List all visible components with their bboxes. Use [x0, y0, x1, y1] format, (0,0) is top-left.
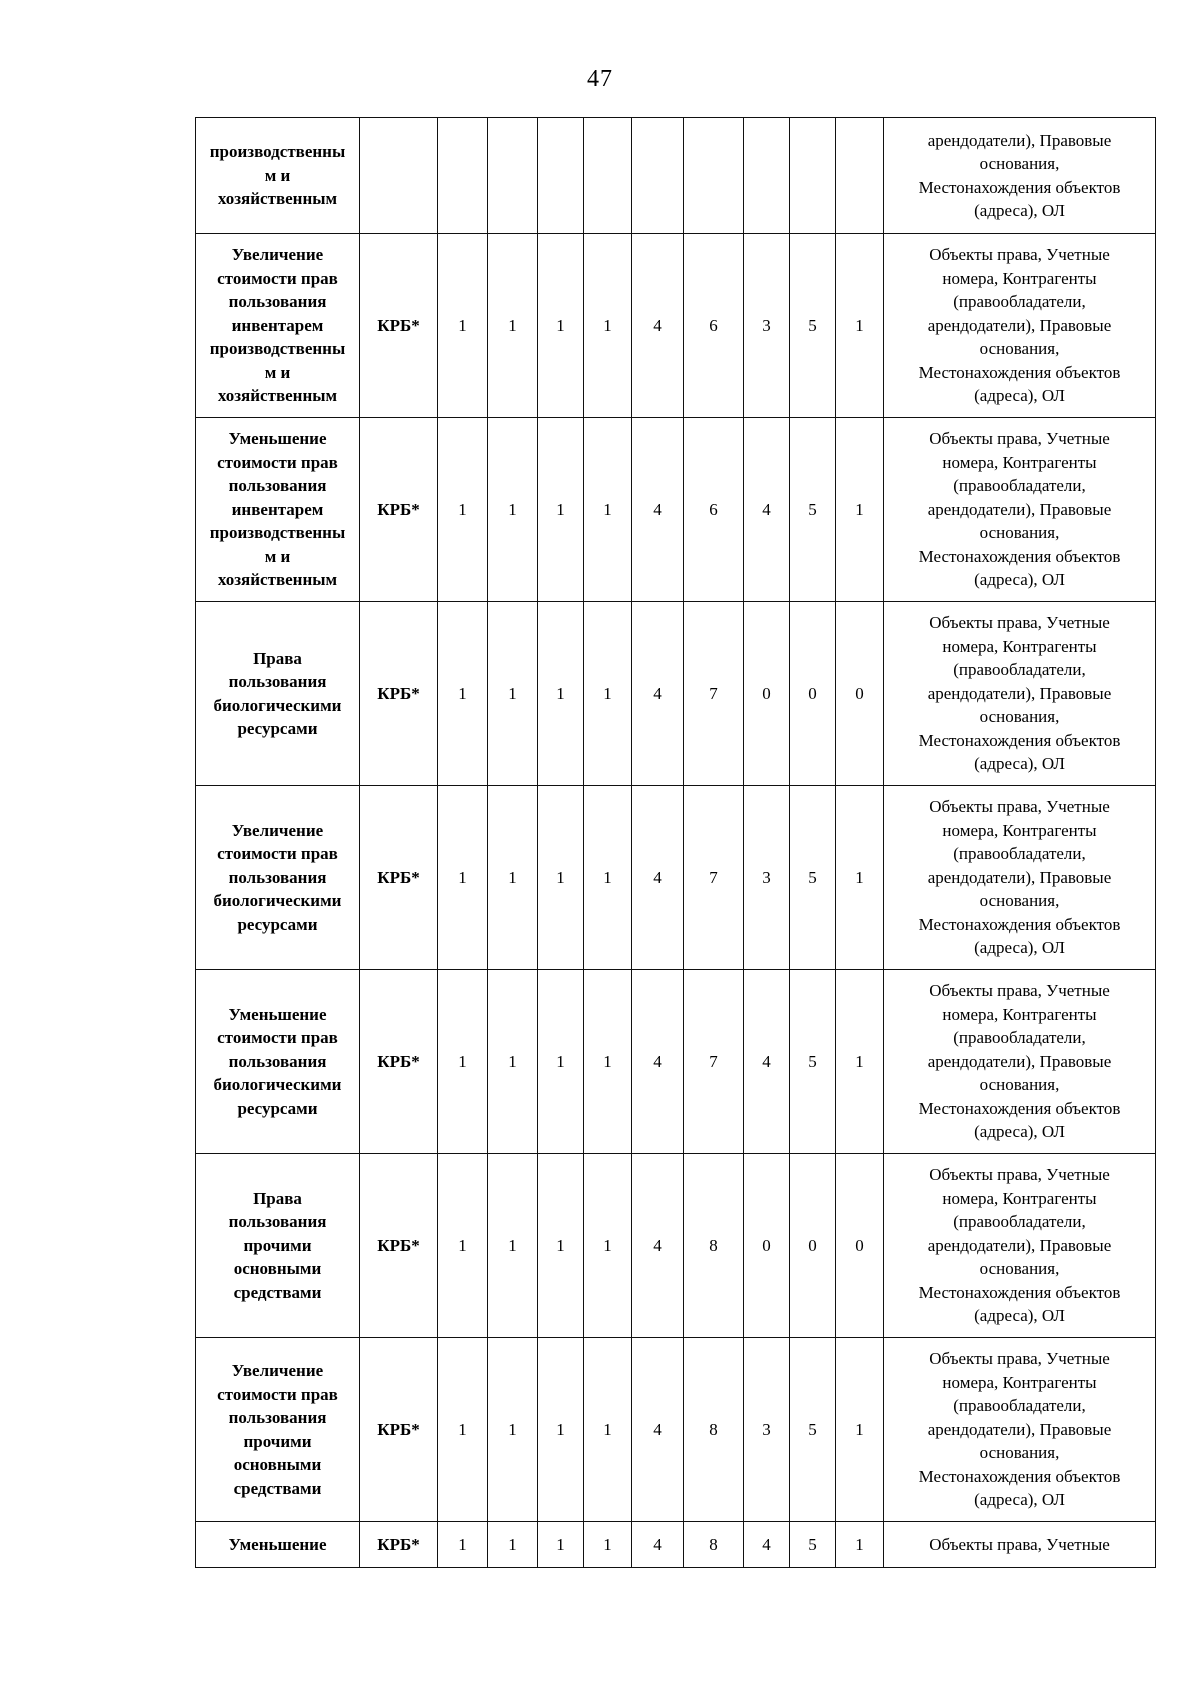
digit-cell: 1: [584, 1154, 632, 1338]
digit-cell: [790, 118, 836, 234]
digit-cell: 1: [438, 418, 488, 602]
digit-cell: 4: [632, 786, 684, 970]
analytics-description: арендодатели), Правовые основания, Местонахождения объектов (адреса), ОЛ: [918, 130, 1121, 220]
digit-cell: 1: [836, 1338, 884, 1522]
account-name-cell: [196, 118, 360, 234]
analytics-description-cell: [884, 970, 1156, 1154]
digit-cell: 1: [488, 418, 538, 602]
account-name: Права пользования биологическими ресурсами: [213, 648, 342, 738]
digit-cell: 1: [538, 1154, 584, 1338]
analytics-description: Объекты права, Учетные номера, Контрагенты (правообладатели, арендодатели), Правовые основания, Местонахождения объектов (адреса), ОЛ: [918, 429, 1121, 590]
analytics-description-cell: [884, 1522, 1156, 1568]
table-row: [196, 970, 1156, 1154]
digit-cell: 1: [488, 1154, 538, 1338]
table-row: [196, 118, 1156, 234]
account-name-cell: [196, 970, 360, 1154]
digit-cell: 5: [790, 786, 836, 970]
account-name: Уменьшение стоимости прав пользования биологическими ресурсами: [213, 1004, 342, 1118]
digit-cell: [744, 118, 790, 234]
digit-cell: 1: [584, 418, 632, 602]
code-cell: КРБ*: [360, 786, 438, 970]
digit-cell: 1: [538, 602, 584, 786]
account-name: Увеличение стоимости прав пользования инвентарем производственны м и хозяйственным: [209, 245, 346, 406]
digit-cell: 7: [684, 970, 744, 1154]
digit-cell: 3: [744, 234, 790, 418]
table-row: [196, 786, 1156, 970]
digit-cell: 1: [438, 1154, 488, 1338]
digit-cell: 5: [790, 1522, 836, 1568]
digit-cell: 1: [438, 602, 488, 786]
digit-cell: 1: [488, 970, 538, 1154]
digit-cell: 1: [488, 1338, 538, 1522]
account-name: Уменьшение стоимости прав пользования инвентарем производственны м и хозяйственным: [209, 429, 346, 590]
digit-cell: 3: [744, 786, 790, 970]
digit-cell: 1: [584, 970, 632, 1154]
digit-cell: 0: [836, 602, 884, 786]
account-name-cell: [196, 602, 360, 786]
digit-cell: 1: [438, 970, 488, 1154]
digit-cell: [538, 118, 584, 234]
table-row: [196, 418, 1156, 602]
account-name-cell: [196, 786, 360, 970]
analytics-description-cell: [884, 118, 1156, 234]
digit-cell: 1: [538, 234, 584, 418]
digit-cell: 1: [538, 970, 584, 1154]
digit-cell: 1: [538, 1522, 584, 1568]
digit-cell: [836, 118, 884, 234]
analytics-description-cell: [884, 602, 1156, 786]
digit-cell: 0: [836, 1154, 884, 1338]
account-name-cell: [196, 1338, 360, 1522]
analytics-description: Объекты права, Учетные: [929, 1534, 1110, 1554]
digit-cell: [438, 118, 488, 234]
digit-cell: 4: [744, 418, 790, 602]
digit-cell: 1: [836, 234, 884, 418]
code-cell: КРБ*: [360, 418, 438, 602]
code-cell: КРБ*: [360, 970, 438, 1154]
digit-cell: 1: [438, 234, 488, 418]
digit-cell: 1: [584, 234, 632, 418]
code-cell: КРБ*: [360, 1338, 438, 1522]
digit-cell: 8: [684, 1338, 744, 1522]
digit-cell: 3: [744, 1338, 790, 1522]
digit-cell: 1: [488, 602, 538, 786]
digit-cell: 1: [438, 1338, 488, 1522]
digit-cell: 1: [488, 786, 538, 970]
digit-cell: 7: [684, 786, 744, 970]
digit-cell: 6: [684, 234, 744, 418]
digit-cell: 5: [790, 234, 836, 418]
digit-cell: 1: [836, 1522, 884, 1568]
analytics-description: Объекты права, Учетные номера, Контрагенты (правообладатели, арендодатели), Правовые основания, Местонахождения объектов (адреса), ОЛ: [918, 245, 1121, 406]
digit-cell: 4: [744, 970, 790, 1154]
digit-cell: 1: [836, 786, 884, 970]
digit-cell: 4: [632, 418, 684, 602]
account-name: Права пользования прочими основными средствами: [228, 1188, 327, 1302]
code-cell: [360, 118, 438, 234]
table-row: [196, 602, 1156, 786]
account-name: Увеличение стоимости прав пользования прочими основными средствами: [217, 1361, 338, 1498]
digit-cell: 4: [632, 970, 684, 1154]
code-cell: КРБ*: [360, 234, 438, 418]
account-name-cell: [196, 1154, 360, 1338]
digit-cell: 8: [684, 1154, 744, 1338]
account-name-cell: [196, 234, 360, 418]
table-row: [196, 1154, 1156, 1338]
code-cell: КРБ*: [360, 602, 438, 786]
digit-cell: 1: [584, 786, 632, 970]
digit-cell: 8: [684, 1522, 744, 1568]
digit-cell: 1: [836, 970, 884, 1154]
digit-cell: 6: [684, 418, 744, 602]
digit-cell: 5: [790, 970, 836, 1154]
analytics-description: Объекты права, Учетные номера, Контрагенты (правообладатели, арендодатели), Правовые основания, Местонахождения объектов (адреса), ОЛ: [918, 981, 1121, 1142]
table-body: [196, 118, 1156, 1568]
digit-cell: 5: [790, 418, 836, 602]
digit-cell: 1: [538, 1338, 584, 1522]
digit-cell: 4: [744, 1522, 790, 1568]
digit-cell: [632, 118, 684, 234]
digit-cell: 4: [632, 234, 684, 418]
account-name-cell: [196, 1522, 360, 1568]
digit-cell: [684, 118, 744, 234]
analytics-description-cell: [884, 786, 1156, 970]
digit-cell: 4: [632, 1338, 684, 1522]
digit-cell: 0: [744, 1154, 790, 1338]
digit-cell: [584, 118, 632, 234]
analytics-description: Объекты права, Учетные номера, Контрагенты (правообладатели, арендодатели), Правовые основания, Местонахождения объектов (адреса), ОЛ: [918, 1165, 1121, 1326]
digit-cell: [488, 118, 538, 234]
digit-cell: 1: [584, 1522, 632, 1568]
account-name: Увеличение стоимости прав пользования биологическими ресурсами: [213, 820, 342, 934]
analytics-description: Объекты права, Учетные номера, Контрагенты (правообладатели, арендодатели), Правовые основания, Местонахождения объектов (адреса), ОЛ: [918, 797, 1121, 958]
table-row: [196, 1522, 1156, 1568]
table-row: [196, 234, 1156, 418]
digit-cell: 1: [438, 1522, 488, 1568]
analytics-description-cell: [884, 234, 1156, 418]
digit-cell: 0: [790, 602, 836, 786]
digit-cell: 1: [538, 786, 584, 970]
digit-cell: 7: [684, 602, 744, 786]
digit-cell: 4: [632, 1154, 684, 1338]
digit-cell: 4: [632, 1522, 684, 1568]
digit-cell: 1: [584, 602, 632, 786]
page-number: 47: [587, 66, 613, 92]
account-name: Уменьшение: [228, 1534, 327, 1554]
digit-cell: 1: [488, 1522, 538, 1568]
code-cell: КРБ*: [360, 1154, 438, 1338]
digit-cell: 1: [488, 234, 538, 418]
digit-cell: 0: [790, 1154, 836, 1338]
accounts-table: [195, 117, 1156, 1568]
analytics-description: Объекты права, Учетные номера, Контрагенты (правообладатели, арендодатели), Правовые основания, Местонахождения объектов (адреса), ОЛ: [918, 1349, 1121, 1510]
digit-cell: 1: [438, 786, 488, 970]
digit-cell: 1: [538, 418, 584, 602]
digit-cell: 1: [836, 418, 884, 602]
analytics-description-cell: [884, 418, 1156, 602]
table-row: [196, 1338, 1156, 1522]
analytics-description-cell: [884, 1154, 1156, 1338]
code-cell: КРБ*: [360, 1522, 438, 1568]
digit-cell: 5: [790, 1338, 836, 1522]
analytics-description-cell: [884, 1338, 1156, 1522]
analytics-description: Объекты права, Учетные номера, Контрагенты (правообладатели, арендодатели), Правовые основания, Местонахождения объектов (адреса), ОЛ: [918, 613, 1121, 774]
account-name: производственны м и хозяйственным: [209, 142, 346, 209]
digit-cell: 1: [584, 1338, 632, 1522]
account-name-cell: [196, 418, 360, 602]
digit-cell: 0: [744, 602, 790, 786]
digit-cell: 4: [632, 602, 684, 786]
